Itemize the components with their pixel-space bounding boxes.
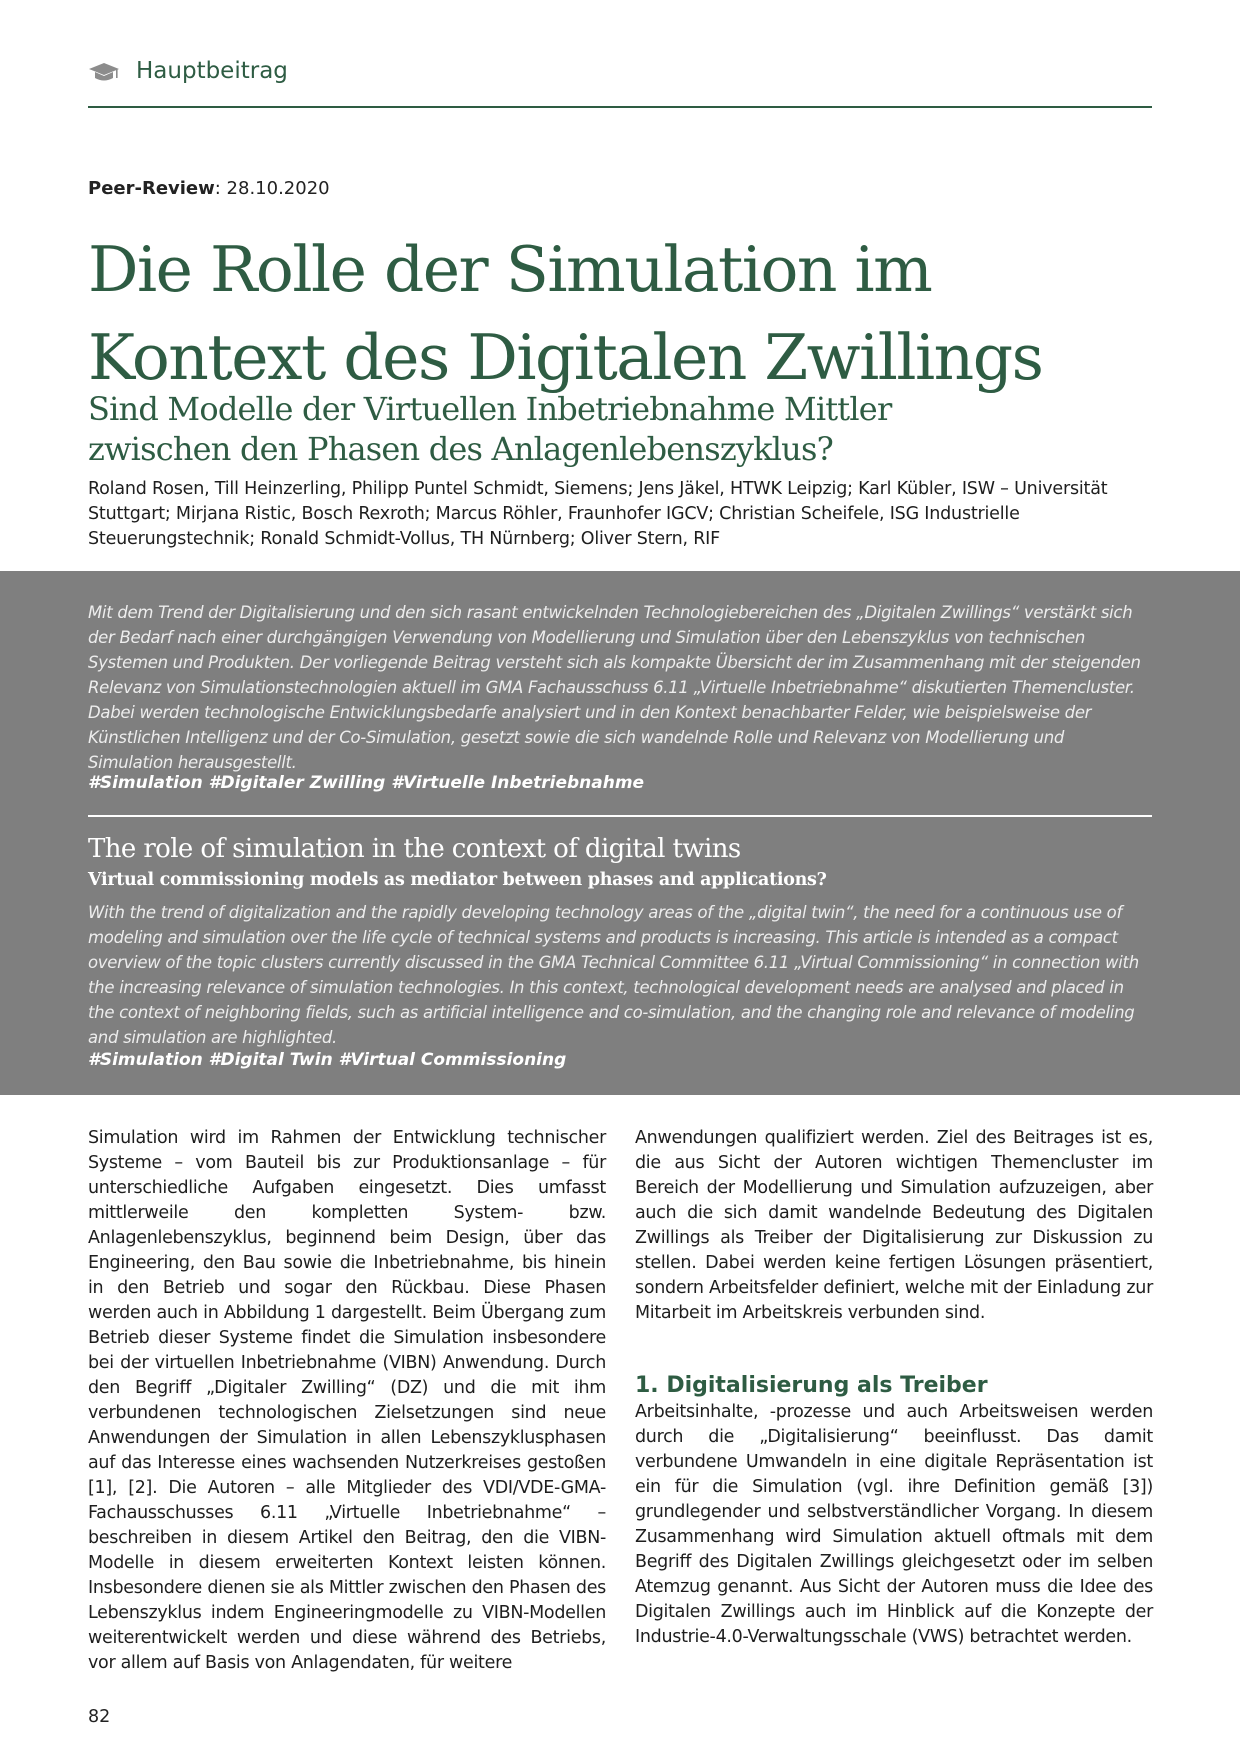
peer-review-date: : 28.10.2020 [214,178,330,199]
page-number: 82 [88,1707,111,1727]
subtitle-line-2: zwischen den Phasen des Anlagenlebenszyklus? [88,430,833,468]
body-column-right-section: Arbeitsinhalte, -prozesse und auch Arbeitsweisen werden durch die „Digitalisierung“ beeinflusst. Das damit verbundene Umwandeln in eine digitale Repräsentation ist ein für die Simulation (vgl. ihre Definition gemäß [3]) grundlegender und selbstverständlicher Vorgang. In diesem Zusammenhang wird Simulation aktuell oftmals mit dem Begriff des Digitalen Zwillings gleichgesetzt oder im selben Atemzug genannt. Aus Sicht der Autoren muss die Idee des Digitalen Zwillings auch im Hinblick auf die Konzepte der Industrie-4.0-Verwaltungsschale (VWS) betrachtet werden. [635,1402,1153,1647]
page-header [88,56,1152,108]
keywords-german: #Simulation #Digitaler Zwilling #Virtuelle Inbetriebnahme [88,773,645,793]
body-column-left: Simulation wird im Rahmen der Entwicklung technischer Systeme – vom Bauteil bis zur Produktionsanlage – für unterschiedliche Aufgaben eingesetzt. Dies umfasst mittlerweile den kompletten System- bzw. Anlagenlebenszyklus, beginnend beim Design, über das Engineering, den Bau sowie die Inbetriebnahme, bis hinein in den Betrieb und sogar den Rückbau. Diese Phasen werden auch in Abbildung 1 dargestellt. Beim Übergang zum Betrieb dieser Systeme findet die Simulation insbesondere bei der virtuellen Inbetriebnahme (VIBN) Anwendung. Durch den Begriff „Digitaler Zwilling“ (DZ) und die mit ihm verbundenen technologischen Zielsetzungen sind neue Anwendungen der Simulation in allen Lebenszyklusphasen auf das Interesse eines wachsenden Nutzerkreises gestoßen [1], [2]. Die Autoren – alle Mitglieder des VDI/VDE-GMA-Fachausschusses 6.11 „Virtuelle Inbetriebnahme“ – beschreiben in diesem Artikel den Beitrag, den die VIBN-Modelle in diesem erweiterten Kontext leisten können. Insbesondere dienen sie als Mittler zwischen den Phasen des Lebenszyklus indem Engineeringmodelle zu VIBN-Modellen weiterentwickelt werden und diese während des Betriebs, vor allem auf Basis von Anlagendaten, für weitere [88,1128,606,1673]
english-title: The role of simulation in the context of digital twins [88,834,741,864]
abstract-divider [88,815,1152,817]
author-list: Roland Rosen, Till Heinzerling, Philipp Puntel Schmidt, Siemens; Jens Jäkel, HTWK Leipzig; Karl Kübler, ISW – Universität Stuttgart; Mirjana Ristic, Bosch Rexroth; Marcus Röhler, Fraunhofer IGCV; Christian Scheifele, ISG Industrielle Steuerungstechnik; Ronald Schmidt-Vollus, TH Nürnberg; Oliver Stern, RIF [88,479,1108,549]
subtitle-line-1: Sind Modelle der Virtuellen Inbetriebnahme Mittler [88,390,892,428]
abstract-english: With the trend of digitalization and the rapidly developing technology areas of the „digital twin“, the need for a continuous use of modeling and simulation over the life cycle of technical systems and products is increasing. This article is intended as a compact overview of the topic clusters currently discussed in the GMA Technical Committee 6.11 „Virtual Commissioning“ in connection with the increasing relevance of simulation technologies. In this context, technological development needs are analysed and placed in the context of neighboring fields, such as artificial intelligence and co-simulation, and the changing role and relevance of modeling and simulation are highlighted. [88,903,1139,1047]
title-line-1: Die Rolle der Simulation im [88,233,932,306]
peer-review-line [88,178,330,199]
english-subtitle: Virtual commissioning models as mediator between phases and applications? [88,870,827,890]
article-title [88,226,1152,402]
peer-review-label: Peer-Review [88,178,215,199]
title-line-2: Kontext des Digitalen Zwillings [88,321,1043,394]
graduation-cap-icon [88,62,120,82]
section-label: Hauptbeitrag [136,58,288,84]
body-column-right-intro: Anwendungen qualifiziert werden. Ziel des Beitrages ist es, die aus Sicht der Autoren wichtigen Themencluster im Bereich der Modellierung und Simulation aufzuzeigen, aber auch die sich damit wandelnde Bedeutung des Digitalen Zwillings als Treiber der Digitalisierung zur Diskussion zu stellen. Dabei werden keine fertigen Lösungen präsentiert, sondern Arbeitsfelder definiert, welche mit der Einladung zur Mitarbeit im Arbeitskreis verbunden sind. [635,1128,1153,1323]
keywords-english: #Simulation #Digital Twin #Virtual Commissioning [88,1050,567,1070]
section-heading: 1. Digitalisierung als Treiber [635,1373,988,1398]
article-subtitle [88,389,1152,469]
abstract-german: Mit dem Trend der Digitalisierung und den sich rasant entwickelnden Technologiebereichen des „Digitalen Zwillings“ verstärkt sich der Bedarf nach einer durchgängigen Verwendung von Modellierung und Simulation über den Lebenszyklus von technischen Systemen und Produkten. Der vorliegende Beitrag versteht sich als kompakte Übersicht der im Zusammenhang mit der steigenden Relevanz von Simulationstechnologien aktuell im GMA Fachausschuss 6.11 „Virtuelle Inbetriebnahme“ diskutierten Themencluster. Dabei werden technologische Entwicklungsbedarfe analysiert und in den Kontext benachbarter Felder, wie beispielsweise der Künstlichen Intelligenz und der Co-Simulation, gesetzt sowie die sich wandelnde Rolle und Relevanz von Modellierung und Simulation herausgestellt. [88,603,1141,772]
